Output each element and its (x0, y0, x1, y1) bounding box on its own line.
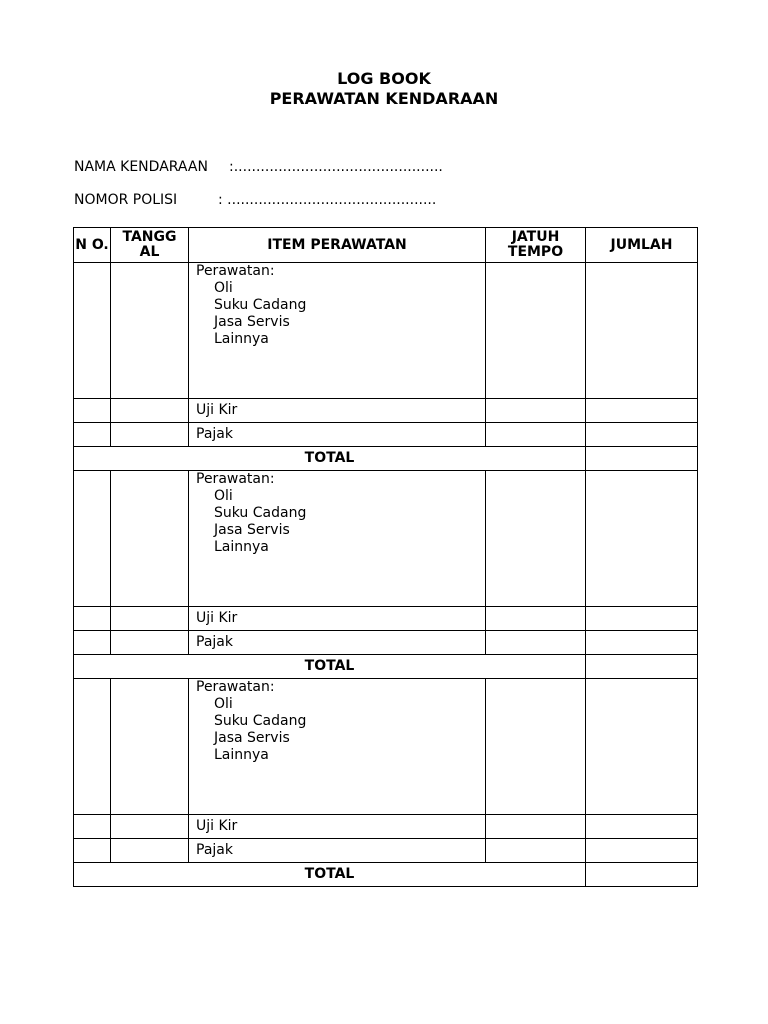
total-label: TOTAL (74, 655, 586, 679)
jumlah-cell[interactable] (586, 607, 698, 631)
pajak-label: Pajak (189, 839, 486, 863)
no-cell[interactable] (74, 679, 111, 815)
perawatan-item: Suku Cadang (214, 713, 307, 729)
total-jumlah-cell[interactable] (586, 655, 698, 679)
document-subtitle: PERAWATAN KENDARAAN (269, 89, 499, 108)
tanggal-cell[interactable] (111, 399, 189, 423)
no-cell[interactable] (74, 631, 111, 655)
uji-kir-label: Uji Kir (189, 399, 486, 423)
perawatan-item: Oli (214, 488, 233, 504)
uji-kir-row (74, 815, 698, 839)
perawatan-item: Lainnya (214, 539, 269, 555)
no-cell[interactable] (74, 423, 111, 447)
header-tanggal: TANGG AL (111, 228, 189, 263)
perawatan-label: Perawatan: (196, 263, 275, 279)
header-jumlah: JUMLAH (586, 228, 698, 263)
table-header-row (74, 228, 698, 263)
no-cell[interactable] (74, 471, 111, 607)
jatuh-tempo-cell[interactable] (486, 679, 586, 815)
pajak-label: Pajak (189, 423, 486, 447)
nomor-polisi-label: NOMOR POLISI (74, 192, 178, 208)
perawatan-item: Oli (214, 696, 233, 712)
perawatan-item: Jasa Servis (214, 730, 290, 746)
perawatan-row (74, 263, 698, 399)
total-row (74, 655, 698, 679)
header-jatuh-tempo: JATUH TEMPO (486, 228, 586, 263)
perawatan-cell (189, 263, 486, 399)
jumlah-cell[interactable] (586, 423, 698, 447)
jumlah-cell[interactable] (586, 471, 698, 607)
uji-kir-label: Uji Kir (189, 815, 486, 839)
jatuh-tempo-cell[interactable] (486, 607, 586, 631)
tanggal-cell[interactable] (111, 679, 189, 815)
tanggal-cell[interactable] (111, 839, 189, 863)
tanggal-cell[interactable] (111, 423, 189, 447)
total-jumlah-cell[interactable] (586, 863, 698, 887)
perawatan-item: Lainnya (214, 747, 269, 763)
jatuh-tempo-cell[interactable] (486, 423, 586, 447)
jatuh-tempo-cell[interactable] (486, 839, 586, 863)
total-row (74, 863, 698, 887)
table-body (74, 263, 698, 887)
jumlah-cell[interactable] (586, 631, 698, 655)
pajak-row (74, 423, 698, 447)
total-row (74, 447, 698, 471)
nama-kendaraan-label: NAMA KENDARAAN (74, 159, 208, 175)
header-no: N O. (74, 228, 111, 263)
uji-kir-row (74, 399, 698, 423)
jumlah-cell[interactable] (586, 839, 698, 863)
maintenance-log-table (73, 227, 698, 887)
nomor-polisi-blank[interactable]: : ............................................... (218, 192, 437, 208)
tanggal-cell[interactable] (111, 607, 189, 631)
perawatan-cell (189, 679, 486, 815)
jatuh-tempo-cell[interactable] (486, 263, 586, 399)
header-item-perawatan: ITEM PERAWATAN (189, 228, 486, 263)
jumlah-cell[interactable] (586, 263, 698, 399)
total-jumlah-cell[interactable] (586, 447, 698, 471)
uji-kir-label: Uji Kir (189, 607, 486, 631)
nomor-polisi-field (74, 192, 436, 208)
no-cell[interactable] (74, 839, 111, 863)
tanggal-cell[interactable] (111, 471, 189, 607)
perawatan-item: Lainnya (214, 331, 269, 347)
jatuh-tempo-cell[interactable] (486, 471, 586, 607)
jumlah-cell[interactable] (586, 815, 698, 839)
no-cell[interactable] (74, 607, 111, 631)
pajak-label: Pajak (189, 631, 486, 655)
perawatan-item: Suku Cadang (214, 505, 307, 521)
perawatan-row (74, 471, 698, 607)
perawatan-item: Suku Cadang (214, 297, 307, 313)
no-cell[interactable] (74, 815, 111, 839)
total-label: TOTAL (74, 863, 586, 887)
total-label: TOTAL (74, 447, 586, 471)
pajak-row (74, 631, 698, 655)
perawatan-row (74, 679, 698, 815)
perawatan-item: Oli (214, 280, 233, 296)
no-cell[interactable] (74, 263, 111, 399)
perawatan-item: Jasa Servis (214, 522, 290, 538)
no-cell[interactable] (74, 399, 111, 423)
jumlah-cell[interactable] (586, 399, 698, 423)
uji-kir-row (74, 607, 698, 631)
perawatan-item: Jasa Servis (214, 314, 290, 330)
perawatan-cell (189, 471, 486, 607)
pajak-row (74, 839, 698, 863)
document-title: LOG BOOK (337, 69, 431, 88)
jatuh-tempo-cell[interactable] (486, 399, 586, 423)
tanggal-cell[interactable] (111, 263, 189, 399)
nama-kendaraan-field (74, 159, 443, 175)
perawatan-label: Perawatan: (196, 679, 275, 695)
tanggal-cell[interactable] (111, 815, 189, 839)
jatuh-tempo-cell[interactable] (486, 815, 586, 839)
jumlah-cell[interactable] (586, 679, 698, 815)
nama-kendaraan-blank[interactable]: :............................................... (229, 159, 443, 175)
tanggal-cell[interactable] (111, 631, 189, 655)
perawatan-label: Perawatan: (196, 471, 275, 487)
jatuh-tempo-cell[interactable] (486, 631, 586, 655)
